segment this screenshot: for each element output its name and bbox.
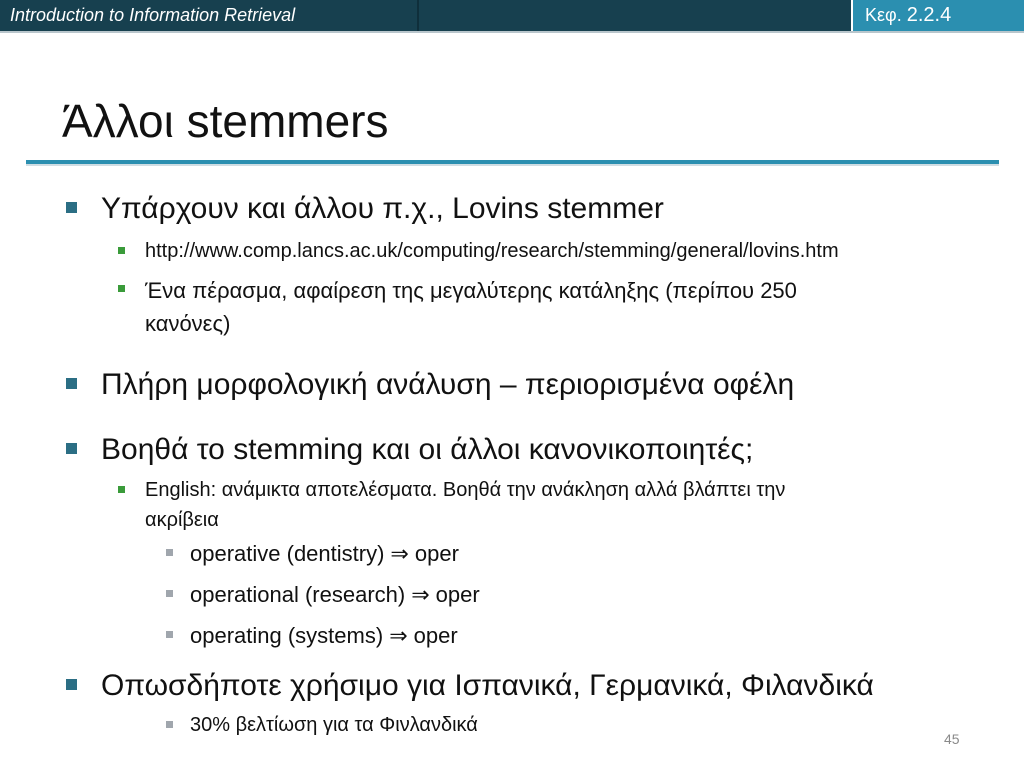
header-chapter-panel xyxy=(853,0,1024,31)
example-3 xyxy=(190,623,458,649)
bullet-square xyxy=(66,443,77,454)
bullet-square xyxy=(166,590,173,597)
header-divider xyxy=(417,0,419,31)
bullet-square xyxy=(118,247,125,254)
page-number: 45 xyxy=(944,731,960,747)
bullet-square xyxy=(66,679,77,690)
header-shadow xyxy=(0,31,1024,33)
implies-arrow: ⇒ xyxy=(389,623,408,648)
bullet-4-1: 30% βελτίωση για τα Φινλανδικά xyxy=(190,714,478,736)
title-rule-shadow xyxy=(26,164,999,166)
bullet-1-2-line2: κανόνες) xyxy=(145,311,231,336)
bullet-square xyxy=(166,721,173,728)
bullet-3-1-line1: English: ανάμικτα αποτελέσματα. Βοηθά την ανάκληση αλλά βλάπτει την xyxy=(145,479,786,501)
example-1-stem: oper xyxy=(414,541,459,566)
course-title: Introduction to Information Retrieval xyxy=(10,5,296,25)
header-course-panel xyxy=(0,0,851,31)
bullet-3: Βοηθά το stemming και οι άλλοι κανονικοποιητές; xyxy=(101,433,754,466)
bullet-square xyxy=(166,549,173,556)
implies-arrow: ⇒ xyxy=(390,541,409,566)
bullet-3-1-line2: ακρίβεια xyxy=(145,509,219,531)
example-2-word: operational (research) xyxy=(190,582,406,607)
bullet-square xyxy=(118,285,125,292)
implies-arrow: ⇒ xyxy=(411,582,430,607)
bullet-2: Πλήρη μορφολογική ανάλυση – περιορισμένα οφέλη xyxy=(101,368,795,401)
example-3-stem: oper xyxy=(413,623,458,648)
bullet-square xyxy=(118,486,125,493)
chapter-number: 2.2.4 xyxy=(906,4,952,26)
bullet-1-2-line1: Ένα πέρασμα, αφαίρεση της μεγαλύτερης κατάληξης (περίπου 250 xyxy=(145,278,797,303)
bullet-square xyxy=(66,202,77,213)
example-2-stem: oper xyxy=(435,582,480,607)
bullet-square xyxy=(66,378,77,389)
bullet-square xyxy=(166,631,173,638)
header-bar xyxy=(0,0,1024,33)
bullet-1-1-link[interactable]: http://www.comp.lancs.ac.uk/computing/research/stemming/general/lovins.htm xyxy=(145,240,839,262)
bullet-4: Οπωσδήποτε χρήσιμο για Ισπανικά, Γερμανικά, Φιλανδικά xyxy=(101,669,874,702)
chapter-label xyxy=(865,4,951,27)
example-3-word: operating (systems) xyxy=(190,623,384,648)
example-2 xyxy=(190,582,480,608)
bullet-1: Υπάρχουν και άλλου π.χ., Lovins stemmer xyxy=(101,192,664,225)
chapter-prefix: Κεφ. xyxy=(865,5,902,25)
slide-title: Άλλοι stemmers xyxy=(62,95,389,147)
example-1 xyxy=(190,541,459,567)
example-1-word: operative (dentistry) xyxy=(190,541,385,566)
